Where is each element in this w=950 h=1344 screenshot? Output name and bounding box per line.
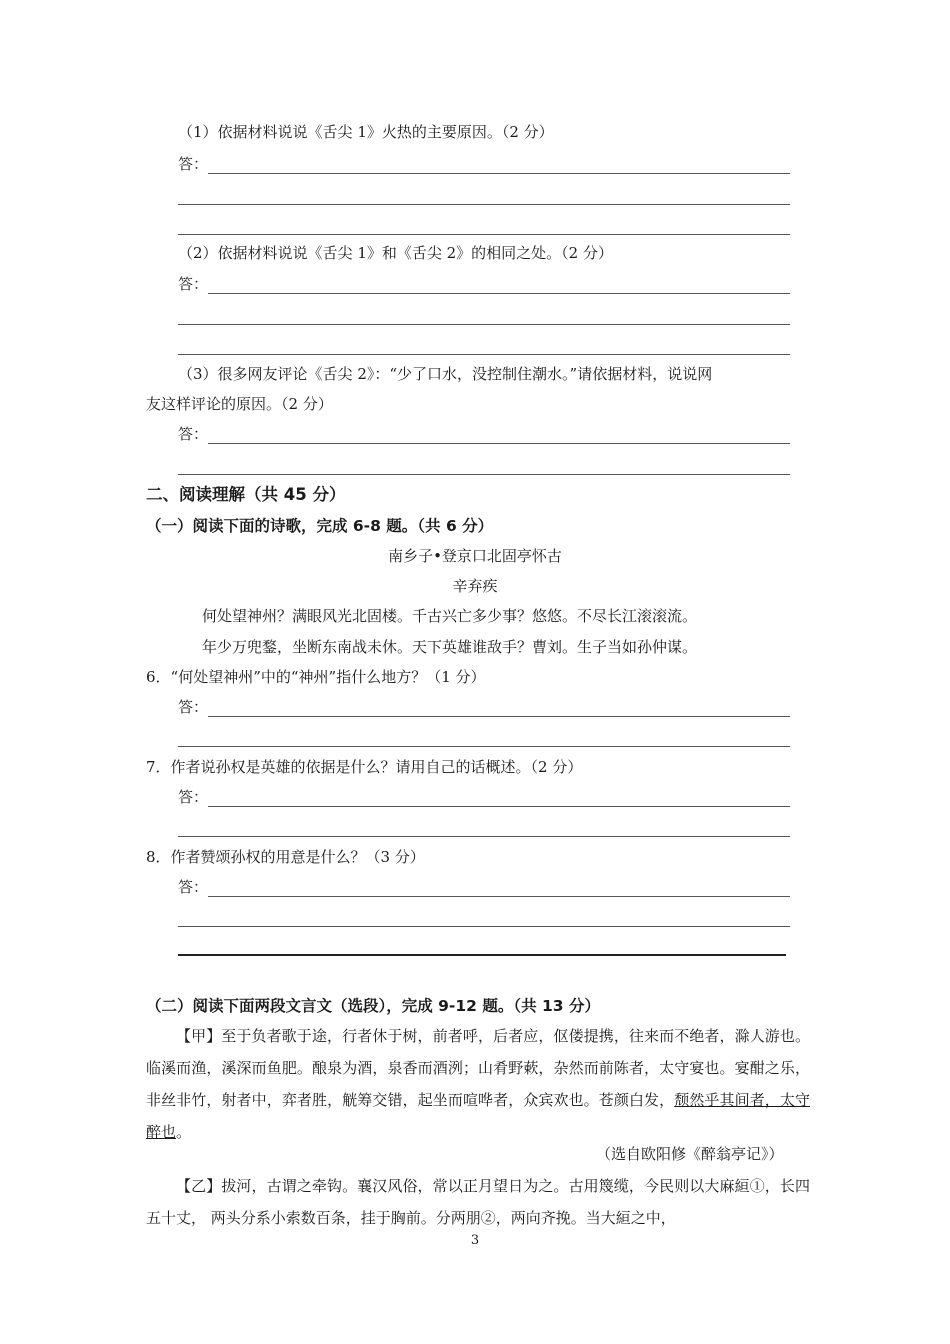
passage-jia-label: 【甲】 xyxy=(176,1027,222,1045)
answer-label: 答： xyxy=(178,275,209,293)
answer-line[interactable] xyxy=(178,746,790,747)
answer-line[interactable] xyxy=(178,926,790,927)
question-6: 6．“何处望神州”中的“神州”指什么地方？（1 分） xyxy=(146,668,486,686)
passage-yi xyxy=(146,1170,810,1234)
answer-line[interactable] xyxy=(178,204,790,205)
passage-jia xyxy=(146,1020,810,1148)
poem-title: 南乡子•登京口北固亭怀古 xyxy=(388,547,562,565)
answer-label: 答： xyxy=(178,878,209,896)
answer-line[interactable] xyxy=(208,896,790,897)
answer-line[interactable] xyxy=(178,234,790,235)
answer-label: 答： xyxy=(178,425,209,443)
answer-label: 答： xyxy=(178,155,209,173)
passage-jia-end: 。 xyxy=(176,1123,192,1141)
answer-line[interactable] xyxy=(208,716,790,717)
answer-line[interactable] xyxy=(208,806,790,807)
passage-jia-body: 至于负者歌于途，行者休于树，前者呼，后者应，伛偻提携，往来而不绝者，滁人游也。临溪而渔，溪深而鱼肥。酿泉为酒，泉香而酒洌；山肴野蔌，杂然而前陈者，太守宴也。宴酣之乐，非丝非竹，射者中，弈者胜，觥筹交错，起坐而喧哗者，众宾欢也。苍颜白发， xyxy=(146,1027,810,1109)
answer-line[interactable] xyxy=(208,173,790,174)
answer-line[interactable] xyxy=(208,293,790,294)
answer-line[interactable] xyxy=(208,443,790,444)
answer-line[interactable] xyxy=(178,474,790,475)
poem-line-2: 年少万兜鍪，坐断东南战未休。天下英雄谁敌手？曹刘。生子当如孙仲谋。 xyxy=(202,638,698,656)
passage-yi-body: 拔河，古谓之牵钩。襄汉风俗，常以正月望日为之。古用篾缆，今民则以大麻絙①，长四五十丈， 两头分系小索数百条，挂于胸前。分两朋②，两向齐挽。当大絙之中， xyxy=(146,1177,810,1227)
section-title: 二、阅读理解（共 45 分） xyxy=(146,485,346,504)
answer-label: 答： xyxy=(178,788,209,806)
part-1-title: （一）阅读下面的诗歌，完成 6-8 题。（共 6 分） xyxy=(146,517,494,535)
question-7: 7．作者说孙权是英雄的依据是什么？请用自己的话概述。（2 分） xyxy=(146,758,583,776)
answer-label: 答： xyxy=(178,698,209,716)
passage-yi-label: 【乙】 xyxy=(176,1177,222,1195)
answer-line[interactable] xyxy=(178,354,790,355)
question-8: 8．作者赞颂孙权的用意是什么？（3 分） xyxy=(146,848,425,866)
poem-author: 辛弃疾 xyxy=(452,577,498,595)
passage-jia-source: （选自欧阳修《醉翁亭记》） xyxy=(596,1145,784,1163)
part-2-title: （二）阅读下面两段文言文（选段），完成 9-12 题。（共 13 分） xyxy=(146,997,600,1015)
answer-line[interactable] xyxy=(178,836,790,837)
question-2: （2）依据材料说说《舌尖 1》和《舌尖 2》的相同之处。（2 分） xyxy=(178,244,613,262)
question-1: （1）依据材料说说《舌尖 1》火热的主要原因。（2 分） xyxy=(178,123,554,141)
answer-line[interactable] xyxy=(178,954,786,956)
answer-line[interactable] xyxy=(178,324,790,325)
passage-jia-underlined: 颓然乎其间者，太守醉也 xyxy=(146,1091,810,1141)
question-3-line-1: （3）很多网友评论《舌尖 2》：“少了口水，没控制住潮水。”请依据材料，说说网 xyxy=(178,365,713,383)
poem-line-1: 何处望神州？满眼风光北固楼。千古兴亡多少事？悠悠。不尽长江滚滚流。 xyxy=(202,607,698,625)
page-number: 3 xyxy=(470,1233,480,1248)
question-3-line-2: 友这样评论的原因。（2 分） xyxy=(146,395,333,413)
